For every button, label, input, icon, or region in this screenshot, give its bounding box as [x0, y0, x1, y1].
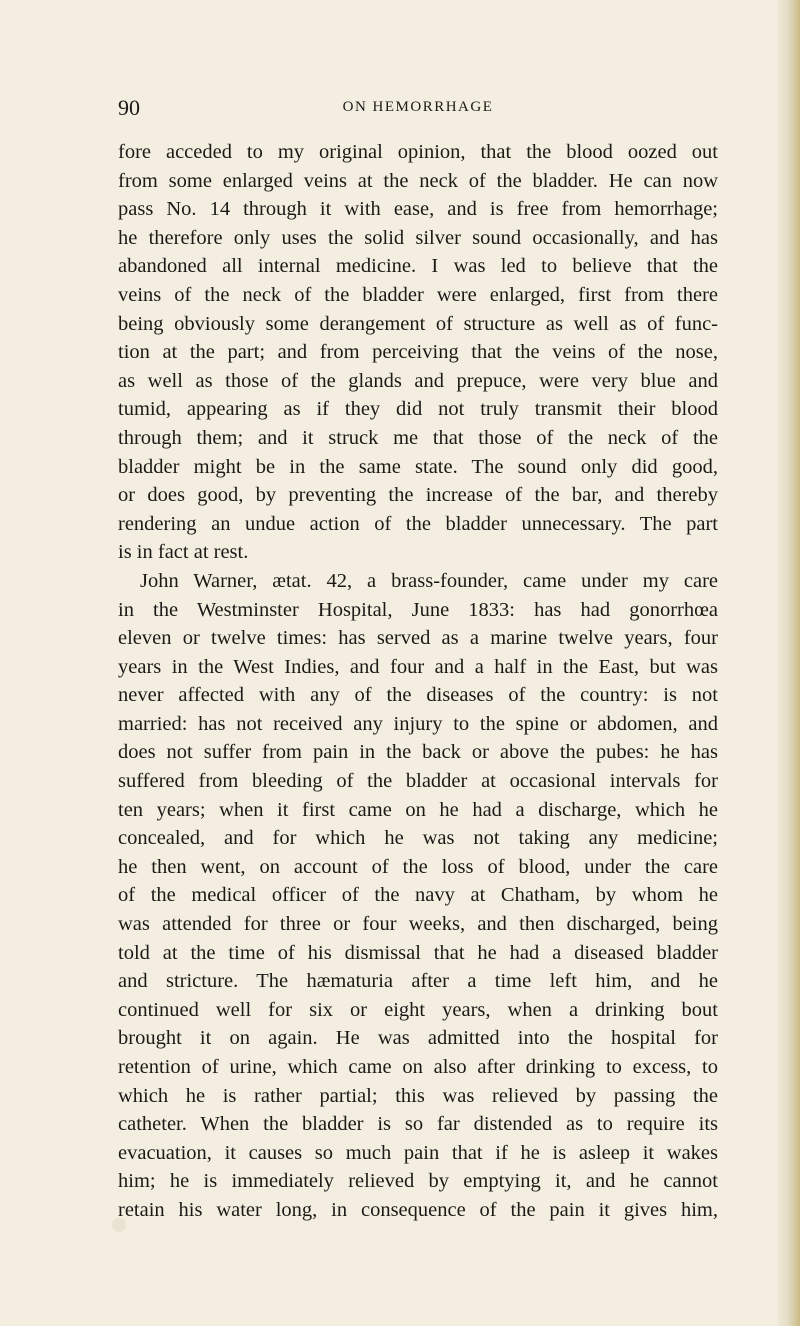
- text-line: was attended for three or four weeks, and then discharged, being: [118, 913, 718, 936]
- text-line: in the Westminster Hospital, June 1833: has had gonorrhœa: [118, 598, 718, 621]
- text-line: from some enlarged veins at the neck of the bladder. He can now: [118, 169, 718, 192]
- text-line: tion at the part; and from perceiving that the veins of the nose,: [118, 341, 718, 364]
- text-line: pass No. 14 through it with ease, and is free from hemorrhage;: [118, 198, 718, 221]
- running-title: ON HEMORRHAGE: [342, 99, 494, 115]
- text-line: continued well for six or eight years, when a drinking bout: [118, 998, 718, 1021]
- text-line: ten years; when it first came on he had a discharge, which he: [118, 798, 718, 821]
- text-line: fore acceded to my original opinion, that the blood oozed out: [118, 141, 718, 163]
- body-text: [118, 138, 718, 1225]
- page-number: 90: [118, 95, 140, 120]
- page-header: [118, 95, 718, 125]
- text-line: abandoned all internal medicine. I was led to believe that the: [118, 255, 718, 278]
- text-line: being obviously some derangement of structure as well as of func-: [118, 312, 718, 335]
- text-line: of the medical officer of the navy at Chatham, by whom he: [118, 884, 718, 907]
- text-line: retain his water long, in consequence of the pain it gives him,: [118, 1198, 718, 1221]
- text-line: catheter. When the bladder is so far distended as to require its: [118, 1113, 718, 1136]
- text-line: which he is rather partial; this was relieved by passing the: [118, 1084, 718, 1107]
- text-line: as well as those of the glands and prepuce, were very blue and: [118, 369, 718, 392]
- text-line: through them; and it struck me that those of the neck of the: [118, 426, 718, 449]
- paragraph-start-line: John Warner, ætat. 42, a brass-founder, came under my care: [140, 569, 718, 592]
- paragraph-end-line: is in fact at rest.: [118, 541, 249, 564]
- text-line: retention of urine, which came on also after drinking to excess, to: [118, 1056, 718, 1078]
- text-line: suffered from bleeding of the bladder at occasional intervals for: [118, 770, 718, 793]
- text-line: or does good, by preventing the increase of the bar, and thereby: [118, 484, 718, 507]
- text-line: eleven or twelve times: has served as a marine twelve years, four: [118, 627, 718, 650]
- text-line: bladder might be in the same state. The sound only did good,: [118, 455, 718, 478]
- text-line: him; he is immediately relieved by emptying it, and he cannot: [118, 1170, 718, 1193]
- text-line: he therefore only uses the solid silver sound occasionally, and has: [118, 226, 718, 249]
- text-line: told at the time of his dismissal that he had a diseased bladder: [118, 941, 718, 964]
- text-line: does not suffer from pain in the back or above the pubes: he has: [118, 741, 718, 764]
- text-line: tumid, appearing as if they did not truly transmit their blood: [118, 398, 718, 421]
- text-line: years in the West Indies, and four and a half in the East, but was: [118, 655, 718, 678]
- text-line: rendering an undue action of the bladder unnecessary. The part: [118, 512, 718, 535]
- page-edge-shadow: [778, 0, 800, 1326]
- text-line: he then went, on account of the loss of blood, under the care: [118, 855, 718, 878]
- text-line: concealed, and for which he was not taking any medicine;: [118, 827, 718, 850]
- text-line: brought it on again. He was admitted into the hospital for: [118, 1027, 718, 1050]
- text-line: evacuation, it causes so much pain that if he is asleep it wakes: [118, 1141, 718, 1164]
- text-line: never affected with any of the diseases of the country: is not: [118, 684, 718, 707]
- text-line: and stricture. The hæmaturia after a time left him, and he: [118, 970, 718, 993]
- text-line: married: has not received any injury to the spine or abdomen, and: [118, 712, 718, 735]
- text-line: veins of the neck of the bladder were enlarged, first from there: [118, 283, 718, 306]
